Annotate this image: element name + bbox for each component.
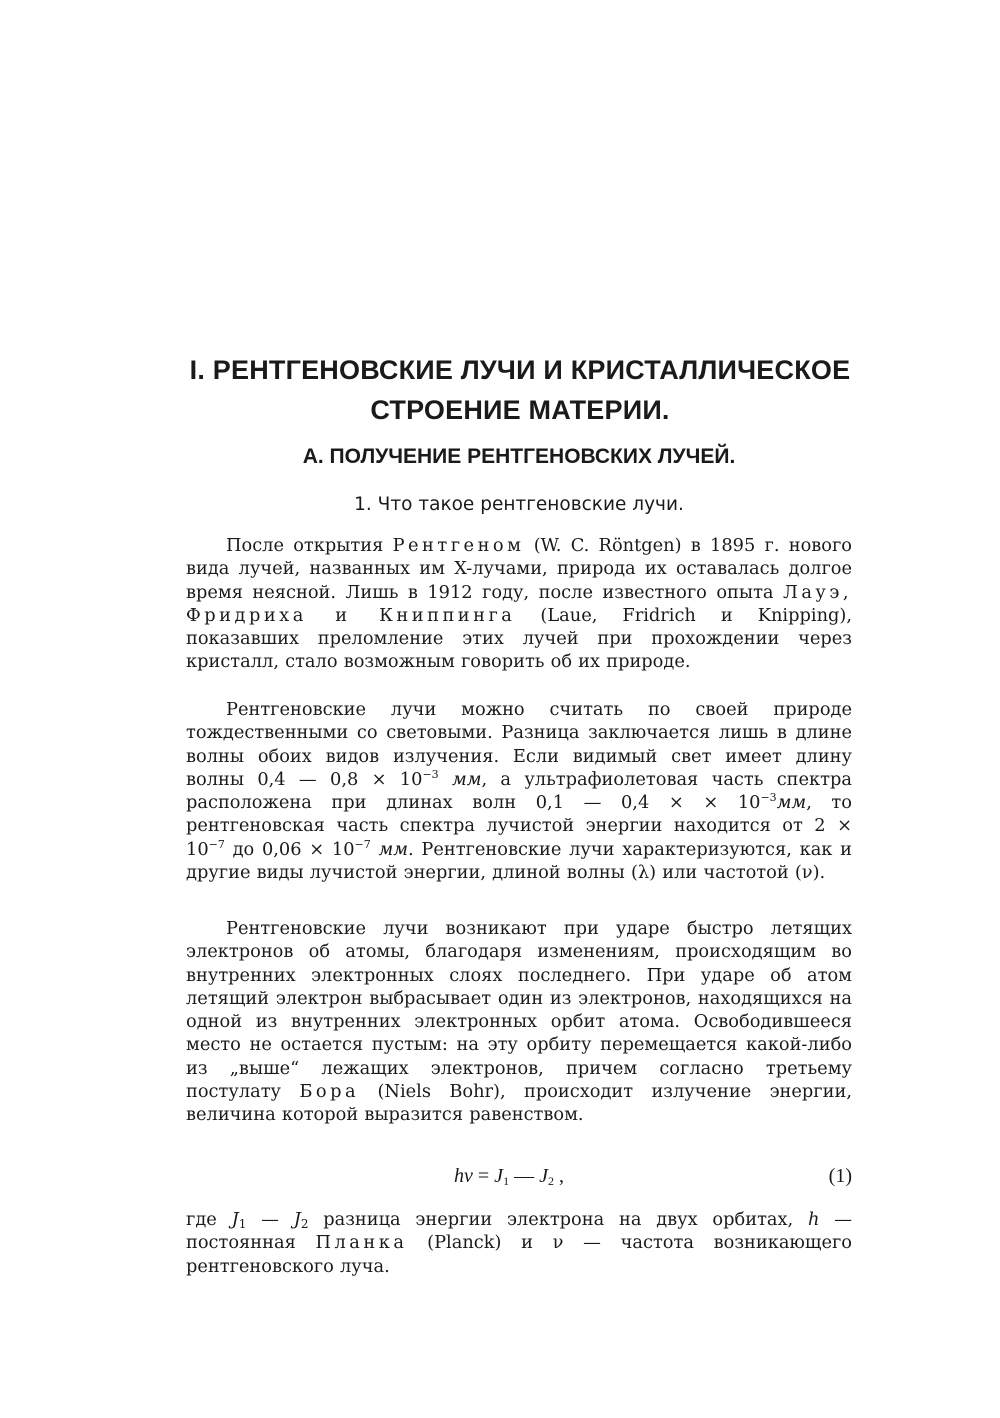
paragraph-3-text-a: Рентгеновские лучи возникают при ударе быстро летящих электронов об атомы, благодаря изменениям, происходящим во внутренних электронных слоях последнего. При ударе об атом летящий электрон выбрасывает один из электронов, находящихся на одной из внутренних электронных орбит атома. Освободившееся место не остается пустым: на эту орбиту перемещается какой-либо из „выше“ лежащих электронов, причем согласно третьему постулату [186, 918, 852, 1103]
exponent-2: −3 [760, 791, 777, 805]
paragraph-2-text-b: , а ультрафиолетовая часть спектра расположена при длинах волн 0,1 — 0,4 × × 10 [186, 768, 852, 814]
paragraph-2-text-c: , то рентгеновская часть спектра лучистой энергии находится от 2 × 10 [186, 792, 852, 860]
paragraph-2-text-d: до 0,06 × 10 [224, 838, 355, 860]
exponent-3: −7 [208, 837, 225, 851]
paragraph-4-text-b: разница энергии электрона на двух орбитах, [308, 1209, 808, 1230]
exponent-4: −7 [354, 837, 371, 851]
paragraph-4-text-d: (Planck) и ν — частота возникающего рентгеновского луча. [186, 1232, 852, 1277]
paragraph-3-text-b: (Niels Bohr), происходит излучение энергии, величина которой выразится равенством. [186, 1081, 852, 1126]
equation-j2: J [539, 1165, 548, 1187]
equation-j1-sub: 1 [503, 1174, 510, 1188]
paragraph-4 [186, 1208, 852, 1278]
equation-number: (1) [828, 1165, 852, 1187]
chapter-title-line-2: СТРОЕНИЕ МАТЕРИИ. [370, 395, 670, 425]
paragraph-2-text-a: Рентгеновские лучи можно считать по своей природе тождественными со световыми. Разница заключается лишь в длине волны обоих видов излучения. Если видимый свет имеет длину волны 0,4 — 0,8 × 10 [186, 699, 852, 790]
symbol-j2: J [293, 1209, 301, 1230]
name-planck: Планка [315, 1232, 408, 1254]
equation-equals: = [472, 1165, 495, 1187]
symbol-h: h [807, 1209, 820, 1230]
subsection-heading: 1. Что такое рентгеновские лучи. [354, 494, 684, 515]
equation-row [186, 1163, 852, 1193]
paragraph-3 [186, 917, 852, 1127]
paragraph-4-dash: — [246, 1209, 294, 1230]
paragraph-1-text-b: (W. C. Röntgen) в 1895 г. нового вида лучей, названных им X-лучами, природа их оставалась долгое время неясной. Лишь в 1912 году, после известного опыта [186, 535, 853, 603]
symbol-j1-sub: 1 [238, 1217, 247, 1231]
paragraph-4-text-a: где [186, 1209, 232, 1230]
chapter-title [150, 350, 890, 430]
unit-3: мм [378, 838, 408, 860]
paragraph-1 [186, 534, 852, 674]
exponent-1: −3 [422, 767, 439, 781]
paragraph-2 [186, 698, 852, 884]
paragraph-2-text-e: . Рентгеновские лучи характеризуются, как и другие виды лучистой энергии, длиной волны (λ) или частотой (ν). [186, 838, 852, 884]
symbol-j2-sub: 2 [300, 1217, 309, 1231]
equation-tail: , [553, 1165, 564, 1187]
equation [454, 1165, 564, 1188]
chapter-title-line-1: I. РЕНТГЕНОВСКИЕ ЛУЧИ И КРИСТАЛЛИЧЕСКОЕ [189, 355, 851, 385]
paragraph-1-text-c: (Laue, Fridrich и Knipping), показавших преломление этих лучей при прохождении через кристалл, стало возможным говорить об их природе. [186, 604, 852, 673]
paragraph-1-text-a: После открытия [226, 535, 393, 556]
name-roentgen: Рентгеном [392, 535, 525, 556]
names-laue-friedrich-knipping: Лауэ, Фридриха и Книппинга [186, 581, 852, 626]
paragraph-4-text-c: — постоянная [186, 1209, 852, 1254]
equation-minus: — [509, 1165, 540, 1187]
unit-1: мм [451, 768, 482, 790]
symbol-j1: J [231, 1209, 239, 1230]
equation-j2-sub: 2 [547, 1174, 554, 1188]
section-heading: А. ПОЛУЧЕНИЕ РЕНТГЕНОВСКИХ ЛУЧЕЙ. [302, 445, 736, 468]
equation-j1: J [494, 1165, 504, 1187]
name-bohr: Бора [299, 1081, 360, 1103]
unit-2: мм [776, 792, 807, 814]
equation-lhs: hν [454, 1165, 473, 1187]
